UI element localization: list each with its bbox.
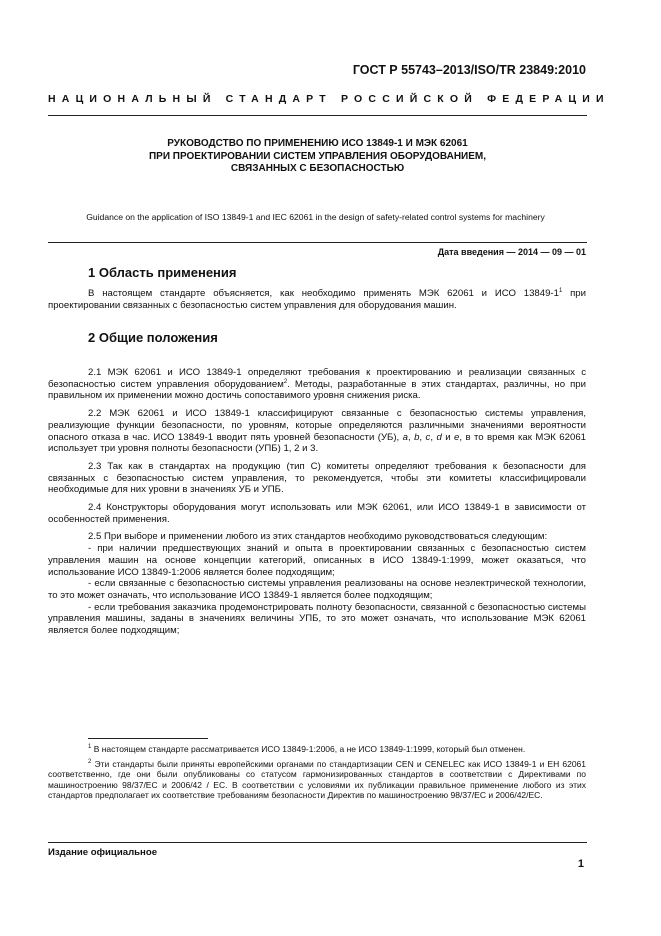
footnote-1: $^1$ В настоящем стандарте рассматривается ИСО 13849-1:2006, а не ИСО 13849-1:1999, который был отменен. [88,744,526,754]
section-2-body [48,367,586,637]
paragraph-2-5: 2.5 При выборе и применении любого из этих стандартов необходимо руководствоваться следующим: [88,531,548,543]
paragraph-2-4: 2.4 Конструкторы оборудования могут использовать или МЭК 62061, или ИСО 13849-1 в зависимости от особенностей применения. [48,502,586,525]
edition-label: Издание официальное [48,847,158,858]
title-rule [48,242,587,243]
list-item: - если связанные с безопасностью системы управления реализованы на основе неэлектрической технологии, то это может означать, что использование ИСО 13849-1 является более подходящим; [48,578,586,601]
paragraph-2-3: 2.3 Так как в стандартах на продукцию (тип С) комитеты определяют требования к безопасности для связанных с безопасностью систем управления, то рекомендуется, чтобы эти комитеты классифицировали необходимые для них уровни в значениях УБ и УПБ. [48,460,586,496]
introduction-date: Дата введения — 2014 — 09 — 01 [437,247,586,257]
paragraph-2-2: 2.2 МЭК 62061 и ИСО 13849-1 классифицируют связанные с безопасностью системы управления, реализующие функции безопасности, по уровням, которые определяются различными значениями вероятности опасного отказа в час. ИСО 13849-1 вводит пять уровней безопасности (УБ), a, b, c, d и e, в то время как МЭК 62061 использует три уровня полноты безопасности (УПБ) 1, 2 и 3. [48,408,586,455]
national-standard-banner: НАЦИОНАЛЬНЫЙ СТАНДАРТ РОССИЙСКОЙ ФЕДЕРАЦИИ [48,93,610,105]
paragraph-2-1: 2.1 МЭК 62061 и ИСО 13849-1 определяют требования к проектированию и реализации связанных с безопасностью систем управления оборудованием$^2$. Методы, разработанные в этих стандартах, различны, но при правильном их применении можно достичь сопоставимого уровня снижения риска. [48,367,586,402]
list-item: - при наличии предшествующих знаний и опыта в проектировании связанных с безопасностью систем управления машин на основе концепции категорий, описанных в ИСО 13849-1:1999, может оказаться, что использование ИСО 13849-1:2006 является более подходящим; [48,543,586,578]
english-title: Guidance on the application of ISO 13849-1 and IEC 62061 in the design of safety-related control systems for machinery [86,212,545,222]
header-rule [48,115,587,116]
footnote-ref-2: 2 [283,378,288,385]
title-line-2: ПРИ ПРОЕКТИРОВАНИИ СИСТЕМ УПРАВЛЕНИЯ ОБОРУДОВАНИЕМ, [148,150,487,162]
footnote-2: $^2$ Эти стандарты были приняты европейскими органами по стандартизации CEN и CENELEC как ИСО 13849-1 и ЕН 62061 соответственно, где они были опубликованы со статусом гармонизированных стандартов в соответствии с Директивами по машиностроению 98/37/ЕС и 2006/42 / ЕС. В соответствии с условиями их публикации правильное применение любого из этих стандартов предполагает их соответствие требованиям безопасности Директив по машиностроению 98/37/ЕС и 2006/42/ЕС. [48,758,586,801]
footer-rule [48,842,587,843]
section-1-heading: 1 Область применения [88,265,237,280]
footnote-separator [88,738,208,739]
title-line-1: РУКОВОДСТВО ПО ПРИМЕНЕНИЮ ИСО 13849-1 И МЭК 62061 [167,138,468,149]
list-item: - если требования заказчика продемонстрировать полноту безопасности, связанной с безопасностью системы управления машины, заданы в значениях величины УПБ, то это может означать, что использование МЭК 62061 является более подходящим; [48,601,586,637]
page-number: 1 [577,858,584,870]
footnote-ref-1: 1 [558,288,563,294]
section-2-heading: 2 Общие положения [88,330,218,345]
document-title [48,138,587,176]
title-line-3: СВЯЗАННЫХ С БЕЗОПАСНОСТЬЮ [230,163,405,174]
gost-code: ГОСТ Р 55743–2013/ISO/TR 23849:2010 [352,63,586,77]
section-1-paragraph: В настоящем стандарте объясняется, как необходимо применять МЭК 62061 и ИСО $13849-1^1$ при проектировании связанных с безопасностью систем управления для оборудования машин. [48,288,586,311]
section-1-body [48,288,586,311]
footnotes [48,744,586,801]
